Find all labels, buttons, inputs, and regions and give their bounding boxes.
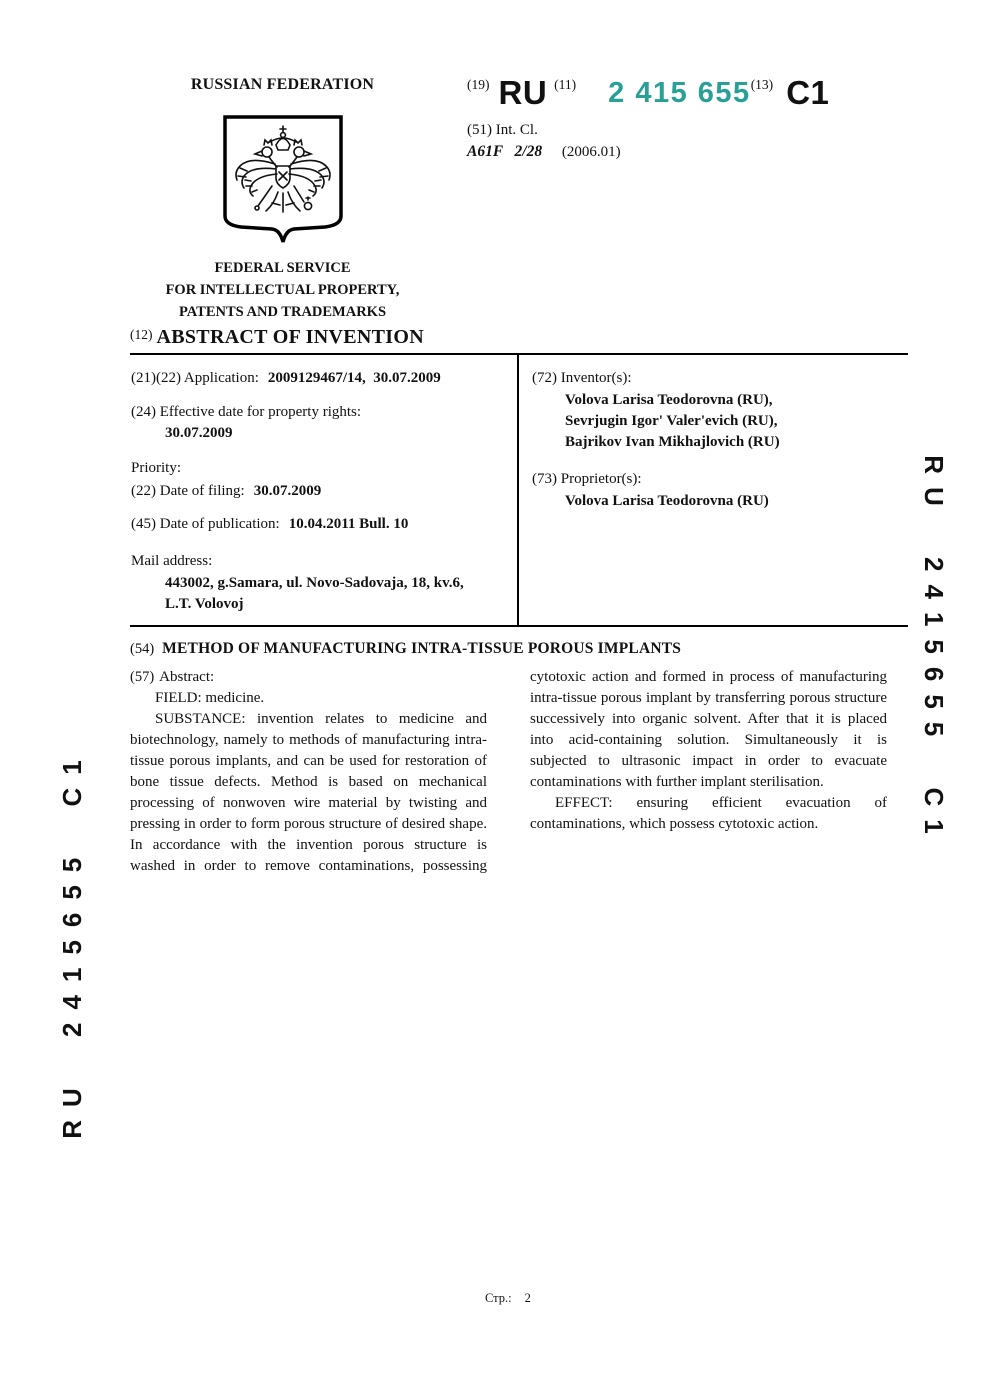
application-row: (21)(22) Application: 2009129467/14, 30.07.2009	[131, 370, 441, 386]
inid-code-54: (54)	[130, 641, 155, 657]
proprietors-label: (73) Proprietor(s):	[532, 471, 642, 487]
publication-date-row: (45) Date of publication: 10.04.2011 Bull. 10	[131, 516, 409, 532]
inid-code-11: (11)	[554, 77, 577, 92]
invention-title-row	[130, 640, 908, 658]
int-cl-class: A61F 2/28	[467, 143, 543, 160]
inid-code-19: (19)	[467, 77, 490, 92]
abstract-text	[130, 667, 887, 879]
country-code: RU	[498, 74, 548, 111]
footer-page-label: Стр.:	[485, 1291, 512, 1305]
inid-code-13: (13)	[750, 77, 774, 92]
column-divider	[517, 355, 519, 625]
authority-line-2: FOR INTELLECTUAL PROPERTY,	[165, 282, 400, 298]
effective-date-label: (24) Effective date for property rights:	[131, 404, 362, 420]
page-footer	[485, 1291, 531, 1306]
effect-paragraph: EFFECT: ensuring efficient evacuation of contaminations, which possess cytotoxic action.	[530, 795, 887, 832]
header-right-block	[467, 76, 927, 161]
bibliographic-table	[130, 353, 908, 627]
left-vertical-patent-number: RU 2415655 C1	[57, 747, 87, 1139]
mail-address-line-2: L.T. Volovoj	[165, 596, 244, 612]
footer-page-number: 2	[524, 1291, 531, 1305]
document-type-title: ABSTRACT OF INVENTION	[156, 326, 424, 348]
int-cl-version: (2006.01)	[561, 144, 621, 160]
mail-address-line-1: 443002, g.Samara, ul. Novo-Sadovaja, 18, kv.6,	[165, 575, 464, 591]
filing-date-row: (22) Date of filing: 30.07.2009	[131, 483, 322, 499]
inventors-label: (72) Inventor(s):	[532, 370, 632, 386]
substance-paragraph: SUBSTANCE: invention relates to medicine and biotechnology, namely to methods of manufacturing intra-tissue porous implants, and can be used for restoration of bone tissue defects. Method is based on mechanical processing of nonwoven wire material by twisting and pressing in order to form porous structure of desired shape. In accordance with the invention porous structure is washed in order to remove contaminations, possessing cytotoxic action and formed in process of manufacturing intra-tissue porous implant by transferring porous structure successively into organic solvent. After that it is placed into acid-containing solution. Simultaneously it is subjected to ultrasonic impact in order to evacuate contaminations with further implant sterilisation.	[130, 669, 887, 874]
priority-label: Priority:	[131, 460, 182, 476]
authority-line-1: FEDERAL SERVICE	[214, 260, 351, 276]
proprietor-1: Volova Larisa Teodorovna (RU)	[565, 493, 769, 509]
publication-number-line	[467, 76, 927, 109]
authority-name	[130, 257, 435, 323]
inventor-1: Volova Larisa Teodorovna (RU),	[565, 392, 773, 408]
authority-line-3: PATENTS AND TRADEMARKS	[178, 304, 387, 320]
abstract-label-line	[130, 667, 487, 688]
kind-code: C1	[786, 74, 830, 111]
int-cl-line	[467, 143, 927, 161]
abstract-label: Abstract:	[159, 669, 215, 685]
country-label: RUSSIAN FEDERATION	[190, 76, 375, 93]
inventor-2: Sevrjugin Igor' Valer'evich (RU),	[565, 413, 778, 429]
inid-code-12: (12)	[130, 327, 153, 342]
inventor-3: Bajrikov Ivan Mikhajlovich (RU)	[565, 434, 780, 450]
mail-address-label: Mail address:	[131, 553, 213, 569]
header-left-block	[130, 76, 435, 323]
inid-code-57: (57)	[130, 669, 155, 685]
abstract-of-invention-heading	[130, 326, 424, 348]
publication-number: 2 415 655	[608, 77, 751, 109]
field-paragraph: FIELD: medicine.	[155, 690, 265, 706]
int-cl-label: (51) Int. Cl.	[467, 122, 538, 138]
russian-coat-of-arms-icon	[220, 114, 346, 252]
effective-date-value: 30.07.2009	[165, 425, 233, 441]
invention-title: METHOD OF MANUFACTURING INTRA-TISSUE POROUS IMPLANTS	[162, 640, 682, 657]
right-vertical-patent-number: RU 2415655 C1	[919, 455, 949, 847]
